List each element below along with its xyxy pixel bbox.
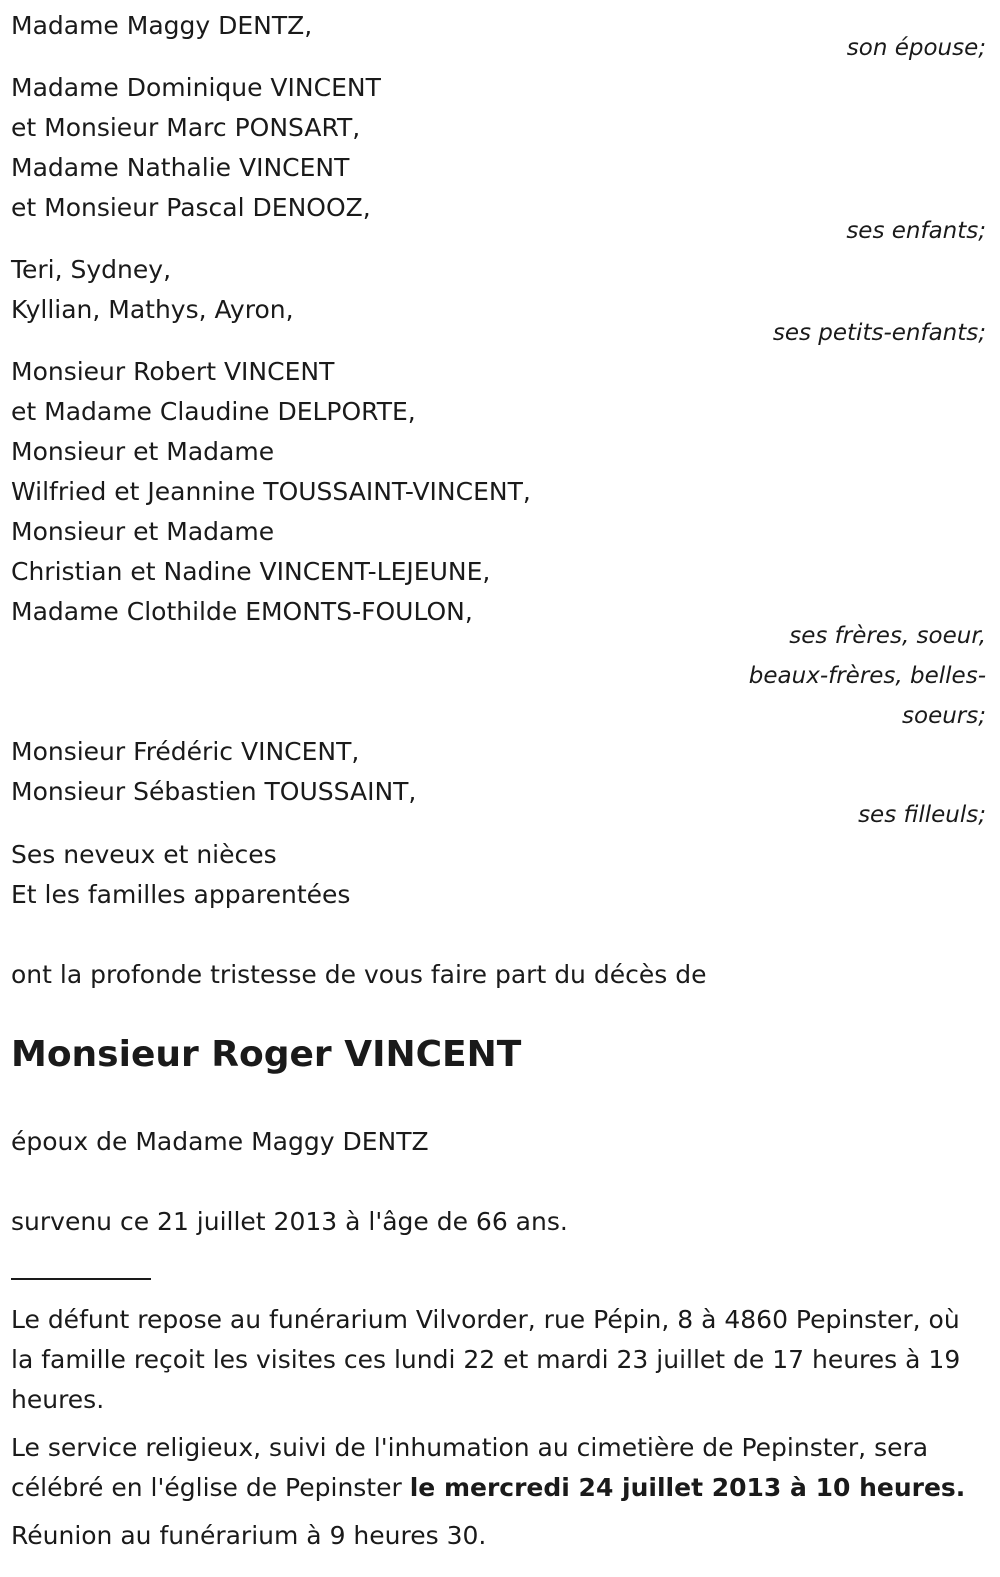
family-member-line: Monsieur Frédéric VINCENT,: [11, 737, 360, 766]
family-member-line: Christian et Nadine VINCENT-LEJEUNE,: [11, 557, 491, 586]
visitation-paragraph: Le défunt repose au funérarium Vilvorder, rue Pépin, 8 à 4860 Pepinster, où la famille reçoit les visites ces lundi 22 et mardi 23 juillet de 17 heures à 19 heures.: [11, 1305, 961, 1414]
family-member-line: Monsieur et Madame: [11, 437, 275, 466]
spouse-line: époux de Madame Maggy DENTZ: [11, 1127, 429, 1156]
grandchildren-group: [11, 250, 986, 353]
service-paragraph: [11, 1428, 986, 1508]
service-text: Le service religieux, suivi de l'inhumation au cimetière de Pepinster, sera célébré en l'église de Pepinster: [11, 1433, 929, 1502]
family-member-line: Madame Dominique VINCENT: [11, 73, 381, 102]
family-member-line: Madame Maggy DENTZ,: [11, 11, 313, 40]
relationship-label: son épouse;: [846, 35, 986, 61]
godchildren-group: [11, 732, 986, 835]
family-member-line: et Madame Claudine DELPORTE,: [11, 397, 416, 426]
divider: [11, 1278, 151, 1280]
family-member-line: Ses neveux et nièces: [11, 840, 277, 869]
family-member-line: Teri, Sydney,: [11, 255, 172, 284]
extended-family: [11, 835, 986, 915]
deceased-name: Monsieur Roger VINCENT: [11, 1034, 522, 1075]
family-member-line: Et les familles apparentées: [11, 880, 351, 909]
family-member-line: Monsieur Sébastien TOUSSAINT,: [11, 777, 417, 806]
spouse-group: [11, 6, 986, 68]
meeting-paragraph: Réunion au funérarium à 9 heures 30.: [11, 1521, 487, 1550]
family-member-line: et Monsieur Marc PONSART,: [11, 113, 361, 142]
family-member-line: Monsieur Robert VINCENT: [11, 357, 335, 386]
relationship-label: soeurs;: [902, 703, 986, 729]
relationship-label: ses frères, soeur,: [789, 623, 986, 649]
children-group: [11, 68, 986, 251]
siblings-group: [11, 352, 986, 736]
service-date: le mercredi 24 juillet 2013 à 10 heures.: [409, 1473, 966, 1502]
announcement-text: ont la profonde tristesse de vous faire part du décès de: [11, 960, 707, 989]
family-member-line: Wilfried et Jeannine TOUSSAINT-VINCENT,: [11, 477, 531, 506]
family-member-line: Monsieur et Madame: [11, 517, 275, 546]
relationship-label: ses filleuls;: [858, 802, 986, 828]
family-member-line: Kyllian, Mathys, Ayron,: [11, 295, 294, 324]
relationship-label: ses enfants;: [846, 218, 986, 244]
family-member-line: Madame Clothilde EMONTS-FOULON,: [11, 597, 473, 626]
family-member-line: et Monsieur Pascal DENOOZ,: [11, 193, 371, 222]
death-date-line: survenu ce 21 juillet 2013 à l'âge de 66 ans.: [11, 1207, 568, 1236]
relationship-label: beaux-frères, belles-: [748, 663, 986, 689]
relationship-label: ses petits-enfants;: [772, 320, 986, 346]
family-member-line: Madame Nathalie VINCENT: [11, 153, 350, 182]
